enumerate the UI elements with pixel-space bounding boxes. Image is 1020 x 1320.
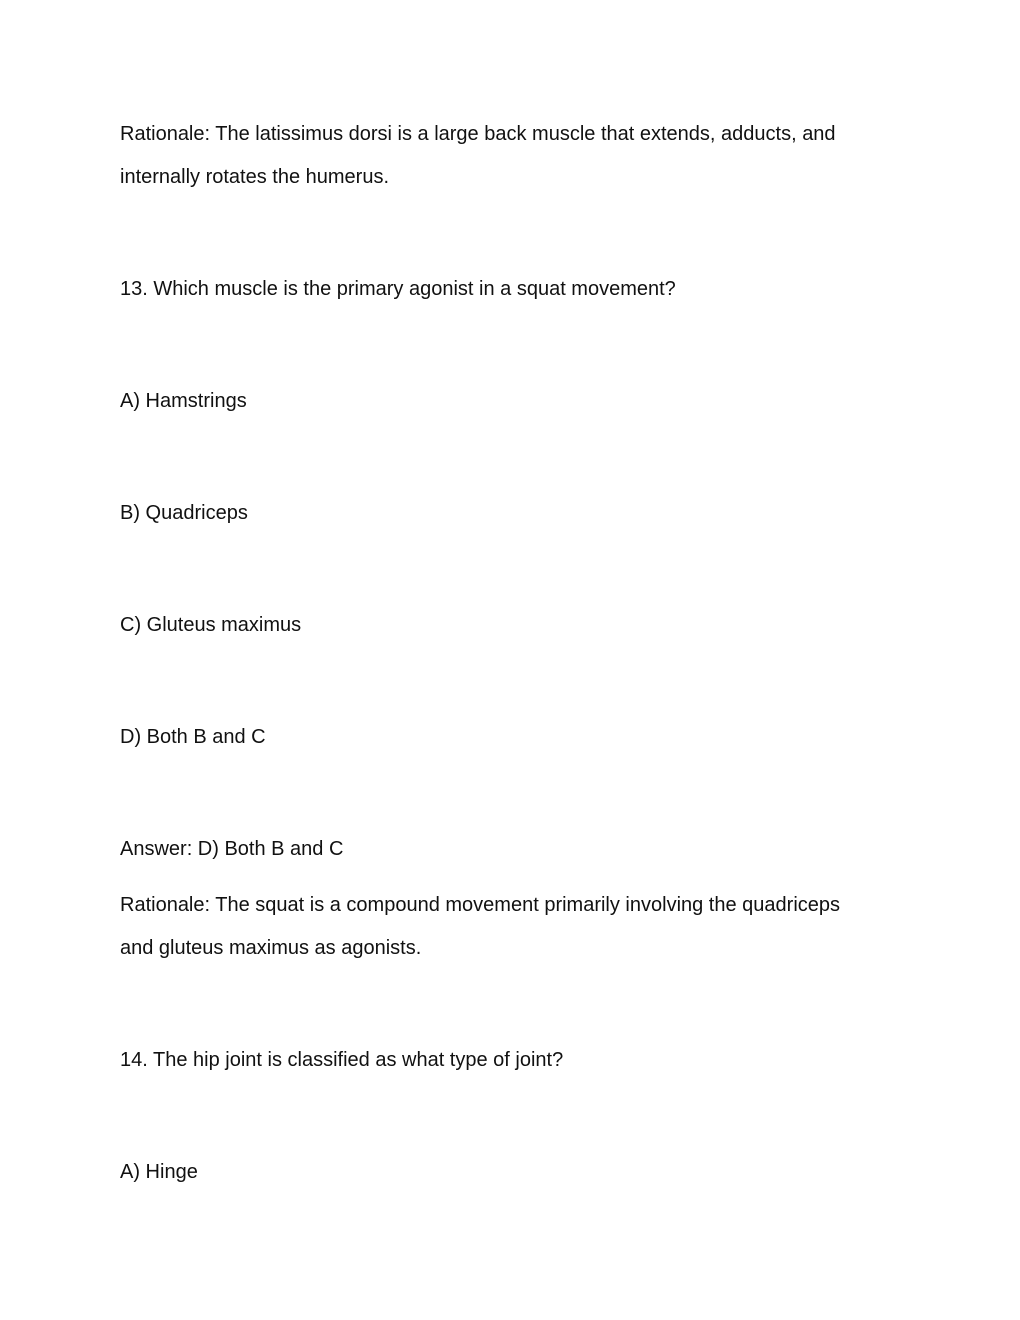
question-14-option-a: A) Hinge	[120, 1161, 198, 1183]
rationale-12-line-2: internally rotates the humerus.	[120, 166, 390, 188]
question-13-option-d: D) Both B and C	[120, 726, 266, 748]
rationale-12-line-1: Rationale: The latissimus dorsi is a large back muscle that extends, adducts, and	[120, 123, 836, 145]
question-14-prompt: 14. The hip joint is classified as what type of joint?	[120, 1049, 564, 1071]
question-13-rationale-line-2: and gluteus maximus as agonists.	[120, 937, 422, 959]
question-13-rationale-line-1: Rationale: The squat is a compound movement primarily involving the quadriceps	[120, 894, 841, 916]
question-13-option-a: A) Hamstrings	[120, 390, 247, 412]
question-13-option-c: C) Gluteus maximus	[120, 614, 302, 636]
question-13-answer: Answer: D) Both B and C	[120, 838, 344, 860]
question-13-option-b: B) Quadriceps	[120, 502, 248, 524]
question-13-prompt: 13. Which muscle is the primary agonist in a squat movement?	[120, 278, 676, 300]
